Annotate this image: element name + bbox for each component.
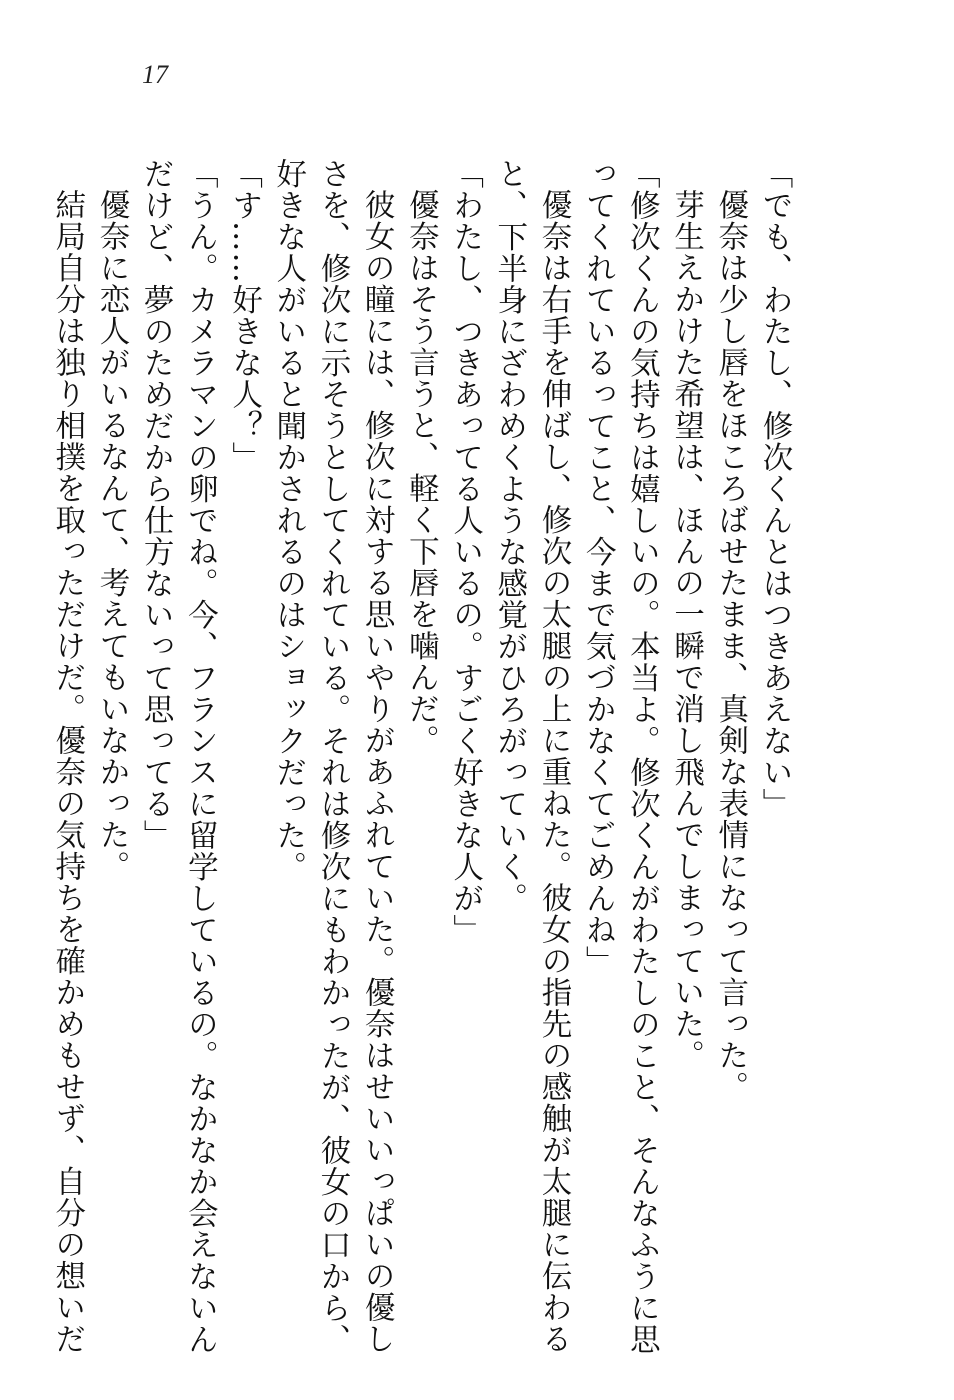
text-line: 「うん。カメラマンの卵でね。今、フランスに留学しているの。なかなか会えないん xyxy=(182,158,218,1355)
text-line: 優奈は右手を伸ばし、修次の太腿の上に重ねた。彼女の指先の感触が太腿に伝わる xyxy=(535,189,571,1355)
text-line: 「修次くんの気持ちは嬉しいの。本当よ。修次くんがわたしのこと、そんなふうに思 xyxy=(624,158,660,1355)
text-line: 芽生えかけた希望は、ほんの一瞬で消し飛んでしまっていた。 xyxy=(668,189,704,1071)
text-line: 好きな人がいると聞かされるのはショックだった。 xyxy=(270,158,306,883)
text-line: 「す……好きな人？」 xyxy=(226,158,262,473)
text-line: 「わたし、つきあってる人いるの。すごく好きな人が」 xyxy=(447,158,483,946)
body-text xyxy=(45,158,796,1355)
text-line: さを、修次に示そうとしてくれている。それは修次にもわかったが、彼女の口から、 xyxy=(314,158,350,1355)
text-line: と、下半身にざわめくような感覚がひろがっていく。 xyxy=(491,158,527,914)
text-line: 「でも、わたし、修次くんとはつきあえない」 xyxy=(757,158,792,820)
text-line: 彼女の瞳には、修次に対する思いやりがあふれていた。優奈はせいいっぱいの優し xyxy=(359,189,395,1355)
text-line: 優奈に恋人がいるなんて、考えてもいなかった。 xyxy=(93,189,129,882)
text-line: 優奈はそう言うと、軽く下唇を噛んだ。 xyxy=(403,189,439,756)
text-line: 優奈は少し唇をほころばせたまま、真剣な表情になって言った。 xyxy=(712,189,748,1103)
text-line: だけど、夢のためだから仕方ないって思ってる」 xyxy=(138,158,174,851)
page-number: 17 xyxy=(142,60,168,89)
text-line: ってくれているってこと、今まで気づかなくてごめんね」 xyxy=(580,158,616,977)
text-line: 結局自分は独り相撲を取っただけだ。優奈の気持ちを確かめもせず、自分の想いだ xyxy=(49,189,85,1355)
